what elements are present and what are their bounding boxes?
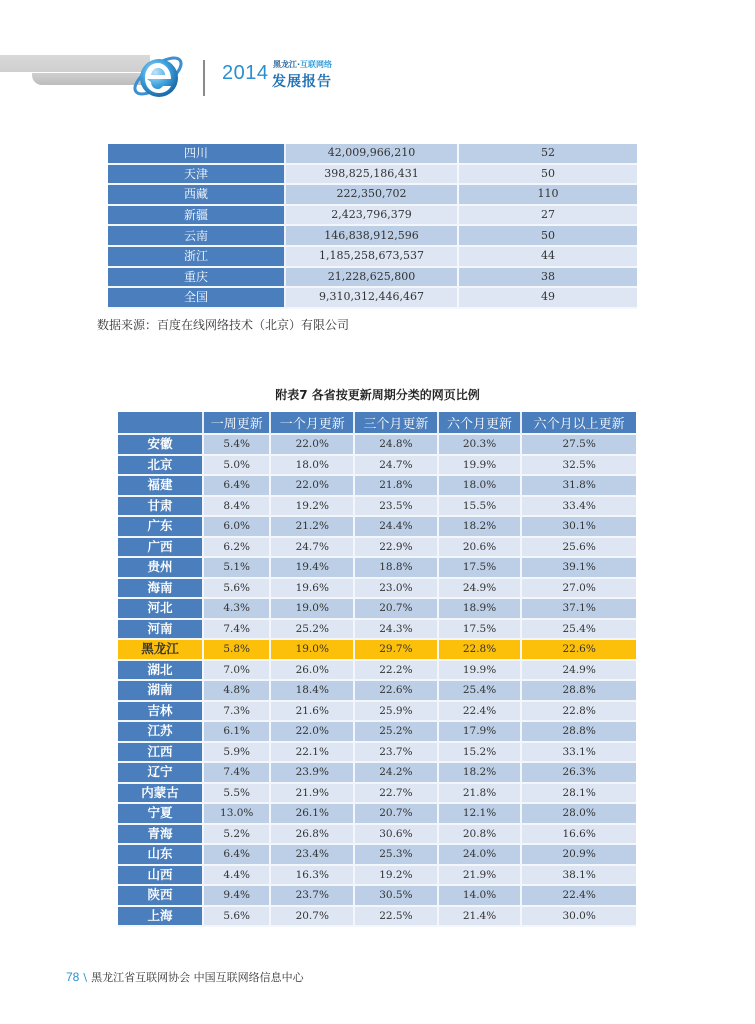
percentage-cell: 21.4% xyxy=(439,907,523,928)
percentage-cell: 22.4% xyxy=(522,886,636,907)
value-cell: 222,350,702 xyxy=(286,185,459,206)
percentage-cell: 33.4% xyxy=(522,497,636,518)
province-cell: 吉林 xyxy=(118,702,204,723)
percentage-cell: 30.5% xyxy=(355,886,439,907)
percentage-cell: 22.8% xyxy=(522,702,636,723)
table-row xyxy=(108,226,637,247)
percentage-cell: 32.5% xyxy=(522,456,636,477)
percentage-cell: 16.3% xyxy=(271,866,355,887)
percentage-cell: 22.5% xyxy=(355,907,439,928)
province-cell: 河北 xyxy=(118,599,204,620)
province-cell: 安徽 xyxy=(118,435,204,456)
province-cell: 西藏 xyxy=(108,185,286,206)
percentage-cell: 18.8% xyxy=(355,558,439,579)
table-row xyxy=(118,866,636,887)
percentage-cell: 21.9% xyxy=(439,866,523,887)
count-cell: 110 xyxy=(459,185,637,206)
table-row xyxy=(118,722,636,743)
percentage-cell: 5.8% xyxy=(204,640,271,661)
table-update-cycle-ratio xyxy=(118,412,636,927)
percentage-cell: 16.6% xyxy=(522,825,636,846)
province-cell: 湖北 xyxy=(118,661,204,682)
table-row xyxy=(118,538,636,559)
header-subtitle-region: 黑龙江· xyxy=(273,60,301,69)
table-row xyxy=(118,825,636,846)
percentage-cell: 19.0% xyxy=(271,599,355,620)
percentage-cell: 21.8% xyxy=(355,476,439,497)
table-row xyxy=(118,599,636,620)
percentage-cell: 12.1% xyxy=(439,804,523,825)
percentage-cell: 13.0% xyxy=(204,804,271,825)
percentage-cell: 5.5% xyxy=(204,784,271,805)
percentage-cell: 7.4% xyxy=(204,620,271,641)
percentage-cell: 22.7% xyxy=(355,784,439,805)
percentage-cell: 24.7% xyxy=(271,538,355,559)
header-divider xyxy=(203,60,205,96)
percentage-cell: 19.2% xyxy=(355,866,439,887)
value-cell: 42,009,966,210 xyxy=(286,144,459,165)
percentage-cell: 20.3% xyxy=(439,435,523,456)
header-subtitle-small xyxy=(273,59,332,70)
percentage-cell: 30.1% xyxy=(522,517,636,538)
percentage-cell: 6.1% xyxy=(204,722,271,743)
percentage-cell: 26.8% xyxy=(271,825,355,846)
percentage-cell: 23.7% xyxy=(355,743,439,764)
province-cell: 广西 xyxy=(118,538,204,559)
percentage-cell: 6.0% xyxy=(204,517,271,538)
percentage-cell: 7.4% xyxy=(204,763,271,784)
province-cell: 北京 xyxy=(118,456,204,477)
percentage-cell: 31.8% xyxy=(522,476,636,497)
percentage-cell: 19.6% xyxy=(271,579,355,600)
table-row xyxy=(118,702,636,723)
table-row xyxy=(118,435,636,456)
percentage-cell: 25.3% xyxy=(355,845,439,866)
province-cell: 江苏 xyxy=(118,722,204,743)
province-cell: 湖南 xyxy=(118,681,204,702)
table-header-row xyxy=(118,412,636,435)
percentage-cell: 38.1% xyxy=(522,866,636,887)
table-row xyxy=(108,144,637,165)
percentage-cell: 27.0% xyxy=(522,579,636,600)
percentage-cell: 30.0% xyxy=(522,907,636,928)
percentage-cell: 4.4% xyxy=(204,866,271,887)
province-cell: 四川 xyxy=(108,144,286,165)
percentage-cell: 22.0% xyxy=(271,435,355,456)
percentage-cell: 6.4% xyxy=(204,845,271,866)
percentage-cell: 26.0% xyxy=(271,661,355,682)
table-row xyxy=(118,579,636,600)
percentage-cell: 19.0% xyxy=(271,640,355,661)
percentage-cell: 24.4% xyxy=(355,517,439,538)
table-row xyxy=(118,456,636,477)
percentage-cell: 33.1% xyxy=(522,743,636,764)
percentage-cell: 24.0% xyxy=(439,845,523,866)
province-cell: 上海 xyxy=(118,907,204,928)
percentage-cell: 25.4% xyxy=(439,681,523,702)
percentage-cell: 18.0% xyxy=(271,456,355,477)
percentage-cell: 39.1% xyxy=(522,558,636,579)
data-source-note: 数据来源：百度在线网络技术（北京）有限公司 xyxy=(97,318,350,332)
table-row xyxy=(118,845,636,866)
percentage-cell: 25.4% xyxy=(522,620,636,641)
percentage-cell: 20.9% xyxy=(522,845,636,866)
value-cell: 1,185,258,673,537 xyxy=(286,247,459,268)
table-row xyxy=(118,620,636,641)
table-row xyxy=(108,268,637,289)
province-cell: 广东 xyxy=(118,517,204,538)
value-cell: 398,825,186,431 xyxy=(286,165,459,186)
province-cell: 浙江 xyxy=(108,247,286,268)
province-cell: 海南 xyxy=(118,579,204,600)
province-cell: 宁夏 xyxy=(118,804,204,825)
percentage-cell: 18.9% xyxy=(439,599,523,620)
percentage-cell: 19.4% xyxy=(271,558,355,579)
percentage-cell: 5.4% xyxy=(204,435,271,456)
percentage-cell: 23.4% xyxy=(271,845,355,866)
percentage-cell: 9.4% xyxy=(204,886,271,907)
percentage-cell: 22.0% xyxy=(271,722,355,743)
percentage-cell: 25.6% xyxy=(522,538,636,559)
percentage-cell: 20.7% xyxy=(355,599,439,620)
province-cell: 山东 xyxy=(118,845,204,866)
count-cell: 50 xyxy=(459,226,637,247)
province-cell: 全国 xyxy=(108,288,286,309)
value-cell: 9,310,312,446,467 xyxy=(286,288,459,309)
percentage-cell: 4.8% xyxy=(204,681,271,702)
percentage-cell: 17.5% xyxy=(439,620,523,641)
table-row xyxy=(118,497,636,518)
percentage-cell: 20.8% xyxy=(439,825,523,846)
percentage-cell: 22.6% xyxy=(522,640,636,661)
table-title: 附表7 各省按更新周期分类的网页比例 xyxy=(275,388,480,402)
table-row xyxy=(108,288,637,309)
percentage-cell: 22.9% xyxy=(355,538,439,559)
province-cell: 河南 xyxy=(118,620,204,641)
percentage-cell: 21.8% xyxy=(439,784,523,805)
percentage-cell: 23.0% xyxy=(355,579,439,600)
province-cell: 内蒙古 xyxy=(118,784,204,805)
percentage-cell: 18.2% xyxy=(439,763,523,784)
count-cell: 50 xyxy=(459,165,637,186)
percentage-cell: 30.6% xyxy=(355,825,439,846)
percentage-cell: 21.9% xyxy=(271,784,355,805)
percentage-cell: 18.2% xyxy=(439,517,523,538)
province-cell: 甘肃 xyxy=(118,497,204,518)
column-header: 一个月更新 xyxy=(271,412,355,435)
table-page-totals xyxy=(108,144,637,309)
percentage-cell: 25.9% xyxy=(355,702,439,723)
percentage-cell: 26.3% xyxy=(522,763,636,784)
page-footer xyxy=(66,969,304,985)
percentage-cell: 5.9% xyxy=(204,743,271,764)
percentage-cell: 20.7% xyxy=(355,804,439,825)
header-subtitle-internet: 互联网络 xyxy=(300,60,333,69)
percentage-cell: 15.5% xyxy=(439,497,523,518)
percentage-cell: 23.5% xyxy=(355,497,439,518)
percentage-cell: 22.0% xyxy=(271,476,355,497)
province-cell: 福建 xyxy=(118,476,204,497)
province-cell: 贵州 xyxy=(118,558,204,579)
ie-e-logo-icon xyxy=(128,46,188,104)
percentage-cell: 27.5% xyxy=(522,435,636,456)
column-header: 六个月更新 xyxy=(439,412,523,435)
count-cell: 52 xyxy=(459,144,637,165)
footer-organizations: 黑龙江省互联网协会 中国互联网络信息中心 xyxy=(91,971,304,984)
percentage-cell: 19.9% xyxy=(439,661,523,682)
percentage-cell: 8.4% xyxy=(204,497,271,518)
province-cell: 新疆 xyxy=(108,206,286,227)
percentage-cell: 37.1% xyxy=(522,599,636,620)
percentage-cell: 23.9% xyxy=(271,763,355,784)
percentage-cell: 21.6% xyxy=(271,702,355,723)
value-cell: 2,423,796,379 xyxy=(286,206,459,227)
table-row xyxy=(118,743,636,764)
percentage-cell: 24.9% xyxy=(522,661,636,682)
value-cell: 21,228,625,800 xyxy=(286,268,459,289)
percentage-cell: 17.5% xyxy=(439,558,523,579)
table-row xyxy=(118,886,636,907)
percentage-cell: 20.7% xyxy=(271,907,355,928)
province-cell: 青海 xyxy=(118,825,204,846)
percentage-cell: 24.9% xyxy=(439,579,523,600)
table-row xyxy=(118,804,636,825)
table-row xyxy=(108,206,637,227)
table-row xyxy=(108,185,637,206)
percentage-cell: 21.2% xyxy=(271,517,355,538)
percentage-cell: 17.9% xyxy=(439,722,523,743)
percentage-cell: 4.3% xyxy=(204,599,271,620)
province-cell: 江西 xyxy=(118,743,204,764)
table-row xyxy=(108,165,637,186)
percentage-cell: 22.2% xyxy=(355,661,439,682)
percentage-cell: 22.1% xyxy=(271,743,355,764)
header-subtitle-big: 发展报告 xyxy=(272,74,332,90)
percentage-cell: 15.2% xyxy=(439,743,523,764)
percentage-cell: 5.6% xyxy=(204,579,271,600)
percentage-cell: 6.2% xyxy=(204,538,271,559)
percentage-cell: 6.4% xyxy=(204,476,271,497)
percentage-cell: 14.0% xyxy=(439,886,523,907)
percentage-cell: 28.8% xyxy=(522,681,636,702)
percentage-cell: 28.0% xyxy=(522,804,636,825)
percentage-cell: 5.6% xyxy=(204,907,271,928)
footer-separator: \ xyxy=(83,971,88,984)
percentage-cell: 20.6% xyxy=(439,538,523,559)
header-corner-cell xyxy=(118,412,204,435)
table-row xyxy=(118,661,636,682)
column-header: 三个月更新 xyxy=(355,412,439,435)
table-row xyxy=(118,763,636,784)
province-cell: 辽宁 xyxy=(118,763,204,784)
percentage-cell: 19.9% xyxy=(439,456,523,477)
count-cell: 49 xyxy=(459,288,637,309)
table-row xyxy=(118,784,636,805)
percentage-cell: 24.8% xyxy=(355,435,439,456)
header-year: 2014 xyxy=(222,62,269,84)
percentage-cell: 5.2% xyxy=(204,825,271,846)
percentage-cell: 26.1% xyxy=(271,804,355,825)
percentage-cell: 28.8% xyxy=(522,722,636,743)
column-header: 一周更新 xyxy=(204,412,271,435)
percentage-cell: 24.3% xyxy=(355,620,439,641)
percentage-cell: 22.8% xyxy=(439,640,523,661)
count-cell: 44 xyxy=(459,247,637,268)
percentage-cell: 23.7% xyxy=(271,886,355,907)
percentage-cell: 5.1% xyxy=(204,558,271,579)
percentage-cell: 19.2% xyxy=(271,497,355,518)
percentage-cell: 7.0% xyxy=(204,661,271,682)
table-row xyxy=(118,558,636,579)
value-cell: 146,838,912,596 xyxy=(286,226,459,247)
percentage-cell: 18.4% xyxy=(271,681,355,702)
column-header: 六个月以上更新 xyxy=(522,412,636,435)
percentage-cell: 22.6% xyxy=(355,681,439,702)
province-cell: 重庆 xyxy=(108,268,286,289)
province-cell: 黑龙江 xyxy=(118,640,204,661)
percentage-cell: 5.0% xyxy=(204,456,271,477)
table-row xyxy=(118,907,636,928)
percentage-cell: 29.7% xyxy=(355,640,439,661)
count-cell: 38 xyxy=(459,268,637,289)
count-cell: 27 xyxy=(459,206,637,227)
table-row xyxy=(118,517,636,538)
table-row xyxy=(118,681,636,702)
percentage-cell: 24.2% xyxy=(355,763,439,784)
province-cell: 云南 xyxy=(108,226,286,247)
province-cell: 陕西 xyxy=(118,886,204,907)
province-cell: 山西 xyxy=(118,866,204,887)
percentage-cell: 22.4% xyxy=(439,702,523,723)
percentage-cell: 18.0% xyxy=(439,476,523,497)
table-row-highlighted xyxy=(118,640,636,661)
percentage-cell: 28.1% xyxy=(522,784,636,805)
table-row xyxy=(118,476,636,497)
province-cell: 天津 xyxy=(108,165,286,186)
page-number: 78 xyxy=(66,970,80,984)
table-row xyxy=(108,247,637,268)
percentage-cell: 25.2% xyxy=(355,722,439,743)
percentage-cell: 24.7% xyxy=(355,456,439,477)
percentage-cell: 25.2% xyxy=(271,620,355,641)
percentage-cell: 7.3% xyxy=(204,702,271,723)
